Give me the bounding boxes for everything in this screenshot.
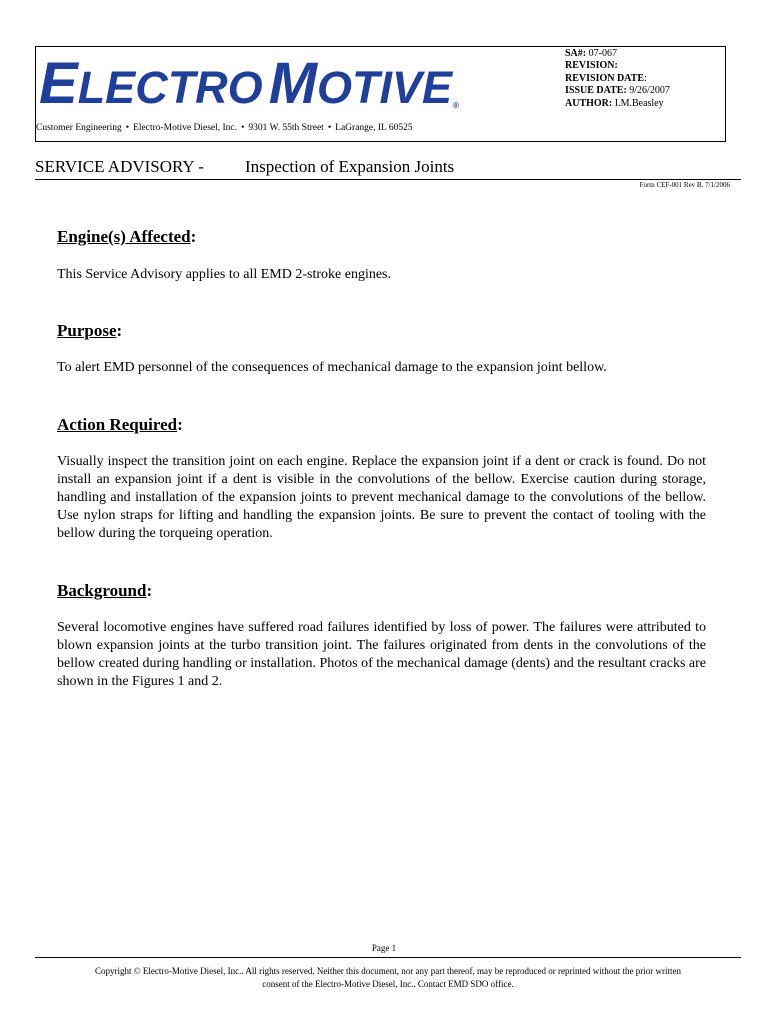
form-id: Form CEF-001 Rev B. 7/1/2006 bbox=[639, 181, 730, 189]
purpose-heading bbox=[57, 321, 122, 341]
issue-date-label: ISSUE DATE: bbox=[565, 85, 627, 97]
meta-author bbox=[565, 98, 670, 110]
revision-date-label: REVISION DATE bbox=[565, 72, 644, 84]
purpose-text: To alert EMD personnel of the consequences of mechanical damage to the expansion joint bellow. bbox=[57, 360, 607, 375]
meta-issue-date bbox=[565, 85, 670, 97]
registered-mark: ® bbox=[453, 101, 459, 110]
title-label: SERVICE ADVISORY - bbox=[35, 157, 204, 176]
logo-rest-lectro: LECTRO bbox=[77, 62, 263, 113]
header-box bbox=[35, 46, 726, 142]
bullet-icon: • bbox=[327, 123, 332, 133]
logo-initial-m: M bbox=[268, 51, 318, 116]
bullet-icon: • bbox=[125, 123, 130, 133]
author-value: I.M.Beasley bbox=[614, 97, 664, 109]
action-required-text: Visually inspect the transition joint on each engine. Replace the expansion joint if a dent or crack is found. Do not install an expansion joint if a dent is visible in the convolutions of the bellow. Exercise caution during storage, handling and installation of the expansion joints to prevent mechanical damage to the convolutions of the bellow. Use nylon straps for lifting and handling the expansion joints. Be sure to prevent the contact of tooling with the bellow during the torqueing operation. bbox=[57, 454, 706, 541]
advisory-meta bbox=[565, 48, 670, 110]
electro-motive-logo bbox=[39, 51, 459, 116]
address-department: Customer Engineering bbox=[36, 123, 122, 133]
logo-initial-e: E bbox=[39, 51, 78, 116]
purpose-heading-text: Purpose bbox=[57, 321, 117, 340]
address-street: 9301 W. 55th Street bbox=[248, 123, 324, 133]
page-number: Page 1 bbox=[371, 943, 397, 953]
sa-label: SA#: bbox=[565, 48, 587, 59]
copyright-notice bbox=[35, 965, 741, 990]
copyright-line-2: consent of the Electro-Motive Diesel, Inc.. Contact EMD SDO office. bbox=[262, 978, 514, 989]
background-text: Several locomotive engines have suffered road failures identified by loss of power. The failures were attributed to blown expansion joints at the turbo transition joint. The failures originated from dents in the convolutions of the bellow created during handling or installation. Photos of the mechanical damage (dents) and the resultant cracks are shown in the Figures 1 and 2. bbox=[57, 620, 706, 689]
meta-sa bbox=[565, 48, 670, 60]
issue-date-value: 9/26/2007 bbox=[629, 85, 670, 97]
heading-colon: : bbox=[177, 415, 183, 434]
heading-colon: : bbox=[116, 321, 123, 340]
logo-word-motive bbox=[268, 51, 453, 116]
logo-word-electro bbox=[39, 51, 263, 116]
engines-affected-heading bbox=[57, 227, 196, 247]
revision-label: REVISION: bbox=[565, 60, 618, 72]
logo-rest-otive: OTIVE bbox=[317, 62, 453, 113]
action-required-heading bbox=[57, 415, 183, 435]
address-city: LaGrange, IL 60525 bbox=[335, 123, 413, 133]
background-heading-text: Background bbox=[57, 581, 147, 600]
address-company: Electro-Motive Diesel, Inc. bbox=[133, 123, 238, 133]
company-address bbox=[36, 123, 413, 133]
document-title bbox=[35, 157, 741, 180]
meta-revision-date bbox=[565, 73, 670, 85]
action-heading-text: Action Required bbox=[57, 415, 178, 434]
heading-colon: : bbox=[146, 581, 153, 600]
copyright-line-1: Copyright © Electro-Motive Diesel, Inc.. All rights reserved. Neither this document, nor any part thereof, may be reproduced or reprinted without the prior written bbox=[95, 966, 681, 976]
bullet-icon: • bbox=[241, 123, 245, 133]
heading-colon: : bbox=[190, 227, 197, 246]
background-heading bbox=[57, 581, 152, 601]
title-subject: Inspection of Expansion Joints bbox=[245, 157, 455, 176]
meta-revision bbox=[565, 60, 670, 72]
author-label: AUTHOR: bbox=[565, 97, 613, 109]
footer-divider bbox=[35, 957, 741, 958]
engines-heading-text: Engine(s) Affected bbox=[57, 227, 191, 246]
revision-date-value: : bbox=[644, 72, 647, 84]
sa-value: 07-067 bbox=[588, 48, 617, 59]
engines-affected-text: This Service Advisory applies to all EMD 2-stroke engines. bbox=[57, 267, 391, 282]
